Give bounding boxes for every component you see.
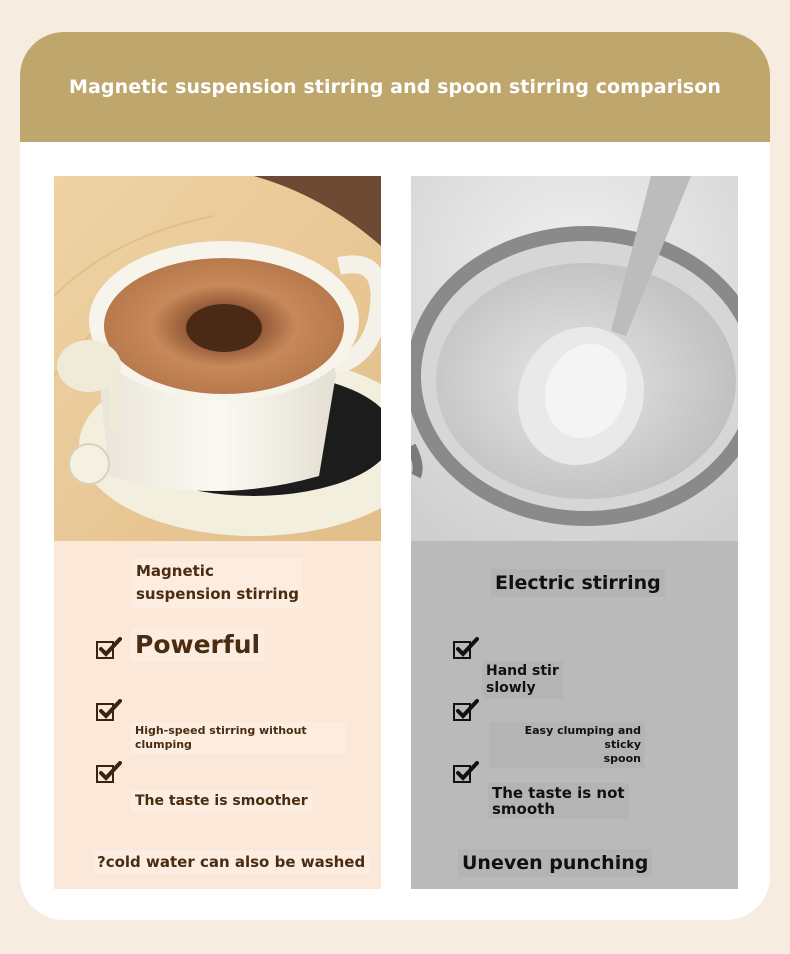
feature-hand-stir-line2: slowly	[486, 680, 536, 696]
header-banner	[20, 32, 770, 142]
magnetic-heading-line1: Magnetic	[136, 562, 214, 580]
page-title: Magnetic suspension stirring and spoon stirring comparison	[68, 76, 721, 98]
feature-clumping-line1: Easy clumping and sticky	[524, 724, 641, 751]
feature-not-smooth	[488, 783, 629, 819]
checkmark-icon	[453, 637, 479, 659]
magnetic-heading	[132, 558, 303, 608]
feature-high-speed-line1: High-speed stirring without	[135, 724, 307, 737]
checkmark-icon	[96, 761, 122, 783]
magnetic-cup-photo	[54, 176, 381, 541]
electric-column	[411, 176, 738, 889]
feature-hand-stir	[482, 661, 563, 699]
magnetic-footer: ?cold water can also be washed	[93, 850, 369, 874]
feature-high-speed	[131, 722, 347, 754]
checkmark-icon	[96, 637, 122, 659]
feature-clumping-line2: spoon	[603, 752, 641, 765]
electric-footer: Uneven punching	[458, 849, 652, 877]
magnetic-heading-line2: suspension stirring	[136, 585, 299, 603]
electric-heading: Electric stirring	[491, 569, 665, 597]
feature-smoother: The taste is smoother	[131, 790, 312, 812]
feature-powerful: Powerful	[131, 628, 264, 662]
magnetic-column	[54, 176, 381, 889]
checkmark-icon	[453, 761, 479, 783]
feature-high-speed-line2: clumping	[135, 738, 192, 751]
checkmark-icon	[453, 699, 479, 721]
spoon-cup-photo	[411, 176, 738, 541]
comparison-card	[20, 32, 770, 920]
feature-not-smooth-line2: smooth	[492, 800, 556, 818]
checkmark-icon	[96, 699, 122, 721]
feature-clumping	[489, 722, 645, 768]
feature-not-smooth-line1: The taste is not	[492, 784, 625, 802]
feature-hand-stir-line1: Hand stir	[486, 663, 559, 679]
